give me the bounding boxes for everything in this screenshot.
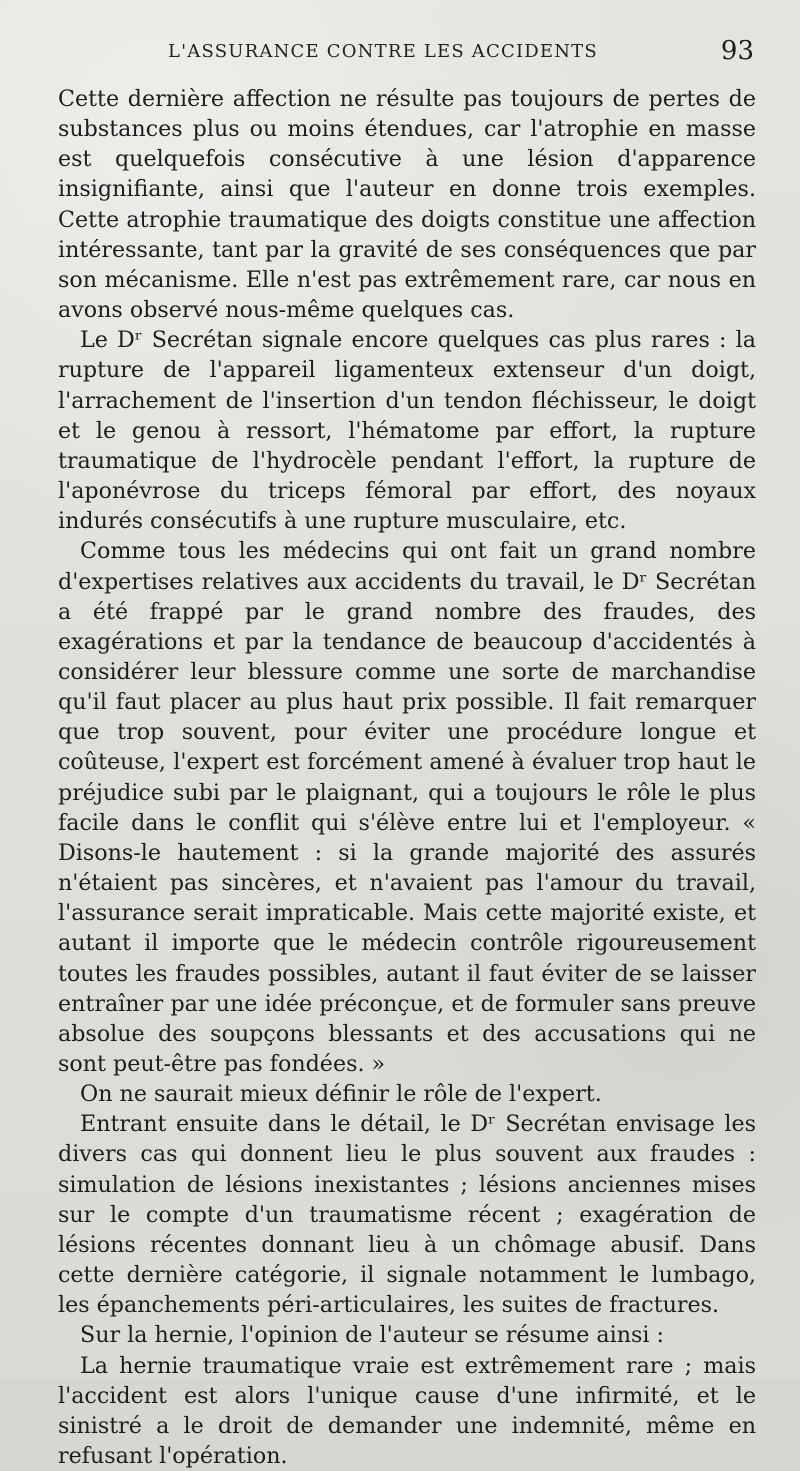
paragraph-1: Cette dernière affection ne résulte pas toujours de pertes de substances plus ou moins étendues, car l'atrophie en masse est quelquefois consécutive à une lésion d'apparence insignifiante, ainsi que l'auteur en donne trois exemples. Cette atrophie traumatique des doigts constitue une affection intéressante, tant par la gravité de ses conséquences que par son mécanisme. Elle n'est pas extrêmement rare, car nous en avons observé nous-même quelques cas. xyxy=(58,86,756,324)
paragraph-2: Le Dʳ Secrétan signale encore quelques cas plus rares : la rupture de l'appareil ligamenteux extenseur d'un doigt, l'arrachement de l'insertion d'un tendon fléchisseur, le doigt et le genou à ressort, l'hématome par effort, la rupture traumatique de l'hydrocèle pendant l'effort, la rupture de l'aponévrose du triceps fémoral par effort, des noyaux indurés consécutifs à une rupture musculaire, etc. xyxy=(58,327,756,535)
paragraph-6: Sur la hernie, l'opinion de l'auteur se résume ainsi : xyxy=(80,1322,665,1349)
paragraph-7: La hernie traumatique vraie est extrêmement rare ; mais l'accident est alors l'unique cause d'une infirmité, et le sinistré a le droit de demander une indemnité, même en refusant l'opération. xyxy=(58,1352,756,1470)
body-text xyxy=(58,84,756,1471)
paragraph-5: Entrant ensuite dans le détail, le Dʳ Secrétan envisage les divers cas qui donnent lieu le plus souvent aux fraudes : simulation de lésions inexistantes ; lésions anciennes mises sur le compte d'un traumatisme récent ; exagération de lésions récentes donnant lieu à un chômage abusif. Dans cette dernière catégorie, il signale notamment le lumbago, les épanchements péri-articulaires, les suites de fractures. xyxy=(58,1111,756,1319)
paragraph-3: Comme tous les médecins qui ont fait un grand nombre d'expertises relatives aux accidents du travail, le Dʳ Secrétan a été frappé par le grand nombre des fraudes, des exagérations et par la tendance de beaucoup d'accidentés à considérer leur blessure comme une sorte de marchandise qu'il faut placer au plus haut prix possible. Il fait remarquer que trop souvent, pour éviter une procédure longue et coûteuse, l'expert est forcément amené à évaluer trop haut le préjudice subi par le plaignant, qui a toujours le rôle le plus facile dans le conflit qui s'élève entre lui et l'employeur. « Disons-le hautement : si la grande majorité des assurés n'étaient pas sincères, et n'avaient pas l'amour du travail, l'assurance serait impraticable. Mais cette majorité existe, et autant il importe que le médecin contrôle rigoureusement toutes les fraudes possibles, autant il faut éviter de se laisser entraîner par une idée préconçue, et de formuler sans preuve absolue des soupçons blessants et des accusations qui ne sont peut-être pas fondées. » xyxy=(58,538,756,1077)
running-head xyxy=(58,36,756,74)
running-title: L'ASSURANCE CONTRE LES ACCIDENTS xyxy=(168,41,598,62)
paragraph-4: On ne saurait mieux définir le rôle de l'expert. xyxy=(80,1081,602,1108)
page-number: 93 xyxy=(720,36,754,66)
